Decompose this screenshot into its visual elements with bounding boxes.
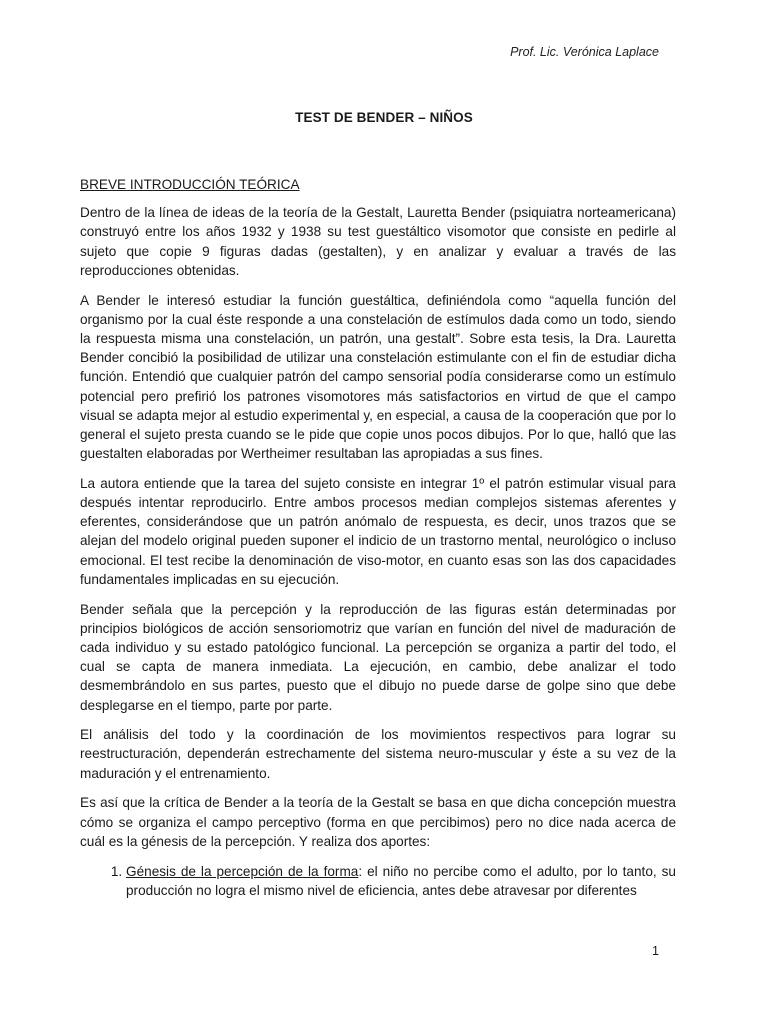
paragraph-intro: Dentro de la línea de ideas de la teoría de la Gestalt, Lauretta Bender (psiquiatra norteamericana) construyó entre los años 1932 y 1938 su test guestáltico visomotor que consiste en pedirle al sujeto que copie 9 figuras dadas (gestalten), y en analizar y evaluar a través de las reproducciones obtenidas. <box>80 205 676 278</box>
document-title: TEST DE BENDER – NIÑOS <box>295 110 473 125</box>
list-item <box>126 862 676 900</box>
list-item-text: : el niño no percibe como el adulto, por lo tanto, su producción no logra el mismo nivel de eficiencia, antes debe atravesar por diferentes <box>126 863 676 898</box>
paragraph-bender-critique: Es así que la crítica de Bender a la teoría de la Gestalt se basa en que dicha concepción muestra cómo se organiza el campo perceptivo (forma en que percibimos) pero no dice nada acerca de cuál es la génesis de la percepción. Y realiza dos aportes: <box>80 795 676 849</box>
paragraph-visomotor-task: La autora entiende que la tarea del sujeto consiste en integrar 1º el patrón estimular visual para después intentar reproducirlo. Entre ambos procesos median complejos sistemas aferentes y eferentes, considerándose que un patrón anómalo de respuesta, es decir, unos trazos que se alejan del modelo original pueden suponer el indicio de un trastorno mental, neurológico o incluso emocional. El test recibe la denominación de viso-motor, en cuanto esas son las dos capacidades fundamentales implicadas en su ejecución. <box>80 475 676 587</box>
paragraph-gestalt-function: A Bender le interesó estudiar la función guestáltica, definiéndola como “aquella función del organismo por la cual éste responde a una constelación de estímulos dada como un todo, siendo la respuesta misma una constelación, un patrón, una gestalt”. Sobre esta tesis, la Dra. Lauretta Bender concibió la posibilidad de utilizar una constelación estimulante con el fin de estudiar dicha función. Entendió que cualquier patrón del campo sensorial podía considerarse como un estímulo potencial pero prefirió los patrones visomotores más satisfactorios en virtud de que el campo visual se adapta mejor al estudio experimental y, en especial, a causa de la cooperación que por lo general el sujeto presta cuando se le pide que copie unos pocos dibujos. Por lo que, halló que las guestalten elaboradas por Wertheimer resultaban las apropiadas a sus fines. <box>80 292 676 462</box>
page-number: 1 <box>652 944 659 958</box>
list-item-term: Génesis de la percepción de la forma <box>126 863 359 879</box>
author-name: Prof. Lic. Verónica Laplace <box>510 45 659 59</box>
section-heading: BREVE INTRODUCCIÓN TEÓRICA <box>80 177 300 192</box>
paragraph-perception-reproduction: Bender señala que la percepción y la reproducción de las figuras están determinadas por principios biológicos de acción sensoriomotriz que varían en función del nivel de maduración de cada individuo y su estado patológico funcional. La percepción se organiza a partir del todo, el cual se capta de manera inmediata. La ejecución, en cambio, debe analizar el todo desmembrándolo en sus partes, puesto que el dibujo no puede darse de golpe sino que debe desplegarse en el tiempo, parte por parte. <box>80 601 676 713</box>
document-body <box>80 175 676 900</box>
paragraph-analysis-coordination: El análisis del todo y la coordinación de los movimientos respectivos para lograr su reestructuración, dependerán estrechamente del sistema neuro-muscular y éste a su vez de la maduración y el entrenamiento. <box>80 727 676 781</box>
contributions-list <box>80 862 676 900</box>
